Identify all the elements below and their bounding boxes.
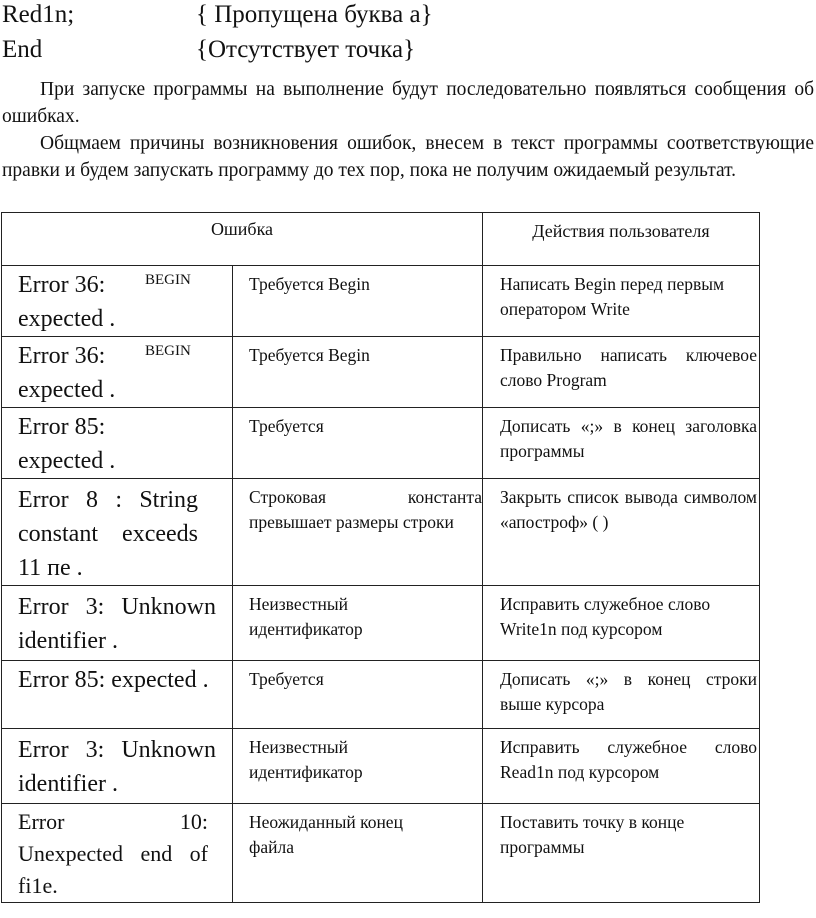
code-comment-2: {Отсутствует точка} <box>196 36 416 63</box>
description-cell <box>233 479 483 586</box>
error-cell <box>2 266 233 337</box>
error-text: Error 85: expected . <box>18 414 116 474</box>
action-text: Поставить точку в конце программы <box>500 812 685 857</box>
error-text: Error 10: Unexpected end of fi1e. <box>18 809 208 898</box>
header-actions: Действия пользователя <box>483 213 760 266</box>
error-sup: BEGIN <box>145 272 191 288</box>
description-text: Требуется Begin <box>249 345 370 365</box>
error-cell <box>2 408 233 479</box>
table-row <box>2 408 760 479</box>
action-cell <box>483 266 760 337</box>
code-line-2: End <box>2 36 43 63</box>
description-text: Строковая константа превышает размеры строки <box>249 487 482 532</box>
error-text: Error 85: expected . <box>18 667 209 693</box>
table-row <box>2 266 760 337</box>
description-text: Неизвестный идентификатор <box>249 594 363 639</box>
error-cell <box>2 661 233 729</box>
table-row <box>2 337 760 408</box>
error-cell <box>2 804 233 903</box>
table-row <box>2 804 760 903</box>
header-error: Ошибка <box>2 213 483 266</box>
error-sup: BEGIN <box>145 343 191 359</box>
paragraph-1: При запуске программы на выполнение будут последовательно появляться сообщения об ошибках. <box>2 79 814 127</box>
error-text: Error 3: Unknown identifier . <box>18 737 216 797</box>
action-text: Правильно написать ключевое слово Program <box>500 345 757 390</box>
errors-table <box>1 212 760 903</box>
action-text: Закрыть список вывода символом «апостроф» ( ) <box>500 487 757 532</box>
action-text: Исправить служебное слово Read1n под курсором <box>500 737 757 782</box>
code-line-1: Red1n; <box>2 1 75 28</box>
action-cell <box>483 337 760 408</box>
error-text: Error 3: Unknown identifier . <box>18 594 216 654</box>
table-header-row <box>2 213 760 266</box>
action-cell <box>483 729 760 804</box>
description-cell <box>233 337 483 408</box>
description-cell <box>233 586 483 661</box>
action-text: Написать Begin перед первым оператором Write <box>500 274 725 319</box>
action-text: Дописать «;» в конец заголовка программы <box>500 416 757 461</box>
paragraph-2: Общмаем причины возникновения ошибок, внесем в текст программы соответствующие правки и будем запускать программу до тех пор, пока не получим ожидаемый результат. <box>2 133 814 181</box>
action-text: Исправить служебное слово Write1n под курсором <box>500 594 711 639</box>
action-cell <box>483 479 760 586</box>
error-cell <box>2 479 233 586</box>
action-cell <box>483 586 760 661</box>
action-cell <box>483 408 760 479</box>
code-comment-1: { Пропущена буква а} <box>196 1 433 28</box>
table-row <box>2 661 760 729</box>
description-cell <box>233 408 483 479</box>
action-cell <box>483 804 760 903</box>
description-cell <box>233 266 483 337</box>
description-cell <box>233 729 483 804</box>
error-cell <box>2 729 233 804</box>
action-cell <box>483 661 760 729</box>
description-text: Требуется <box>249 416 324 436</box>
description-cell <box>233 804 483 903</box>
error-cell <box>2 337 233 408</box>
description-text: Неожиданный конец файла <box>249 812 403 857</box>
table-row <box>2 729 760 804</box>
action-text: Дописать «;» в конец строки выше курсора <box>500 669 757 714</box>
error-text: Error 8 : String constant exceeds 11 пе . <box>18 487 198 581</box>
table-row <box>2 586 760 661</box>
error-text: Error 36: expected . <box>18 343 116 403</box>
description-cell <box>233 661 483 729</box>
description-text: Неизвестный идентификатор <box>249 737 363 782</box>
table-row <box>2 479 760 586</box>
error-text: Error 36: expected . <box>18 272 116 332</box>
description-text: Требуется <box>249 669 324 689</box>
error-cell <box>2 586 233 661</box>
description-text: Требуется Begin <box>249 274 370 294</box>
